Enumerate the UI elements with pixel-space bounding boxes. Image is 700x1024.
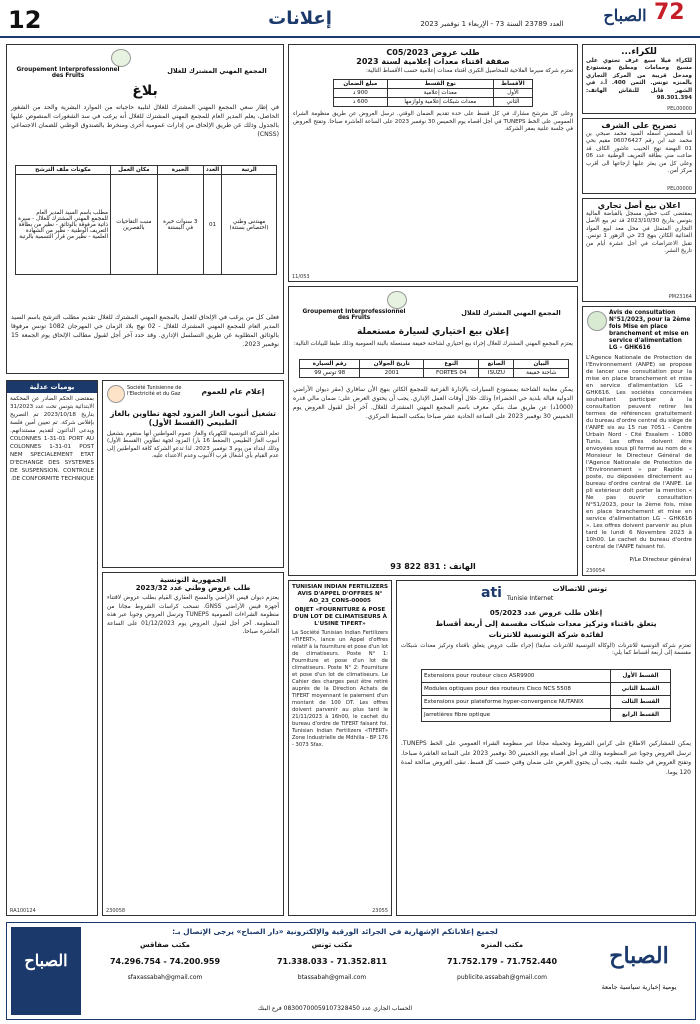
rent-ad [582, 44, 696, 114]
notice-header-cell: مكونات ملف الترشح [16, 166, 111, 175]
lot-description: Jarretières fibre optique [422, 709, 611, 722]
table-cell: شاحنة خفيفة [514, 369, 569, 378]
gipf-name: Groupement Interprofessionnel des Fruits [302, 309, 406, 321]
lot-description: Modules optiques pour des routeurs Cisco NCS 5508 [422, 683, 611, 696]
office-email: sfaxassabah@gmail.com [127, 974, 203, 981]
tender-intro: تعتزم شركة سيرما الفلاحية للمحاصيل الكبرى اقتناء معدات إعلامية حسب الأقساط التالية: [366, 68, 573, 74]
anpe-logo [587, 311, 607, 331]
car-header-cell: الصانع [479, 360, 514, 369]
table-row [422, 696, 671, 709]
footer-brand-right: الصباح [609, 943, 669, 969]
tifert-ad [288, 580, 392, 916]
office-title: مكتب المنزه [480, 941, 524, 949]
anpe-text: L'Agence Nationale de Protection de l'Environnement (ANPE) se propose de lancer une consultation pour la mise en place branchement et mise en service d'alimentation LG - GHK616. Les sociétés concernées souhaitant participer à la consultation peuvent retirer les termes de références gratuitement du bureau d'ordre central du siège de l'ANPE sis au 15 rue 7051 - Centre Urbain Nord - Cité Essalem - 1080 Tunis. Les offres doivent être envoyées sous pli fermé au nom de « Monsieur le Directeur Général de l'Agence Nationale de Protection de l'Environnement » par Rapide – poste, ou déposées directement au bureau d'ordre central de l'ANPE. Le pli extérieur doit porter la mention « Ne pas ouvrir consultation N°51/2023, pour la 2ème fois, mise en place branchement et mise en service d'alimentation LG – GHK616 ». Les offres doivent parvenir au plus tard le lundi 6 Novembre 2023 à 10h00. Le cachet du bureau d'ordre central de l'ANPE faisant foi. [586, 355, 692, 550]
lost-ref: PEL00000 [667, 186, 692, 192]
gipf-logo [111, 49, 131, 67]
steg-title: إعلام عام للعموم [201, 387, 265, 396]
anpe-ref: 230054 [586, 568, 606, 574]
notice-table [15, 165, 277, 275]
tender-ref: 11/053 [292, 274, 310, 280]
car-sale-ad [288, 286, 578, 576]
car-title: إعلان بيع اختياري لسيارة مستعملة [357, 327, 509, 337]
tifert-ref: 23055 [372, 908, 388, 914]
page-number: 12 [8, 6, 42, 34]
gipf-logo [387, 291, 407, 309]
car-phone: الهاتف : 831 822 93 [390, 562, 476, 571]
footer-office-menzah [419, 941, 585, 999]
footer-banner [6, 922, 696, 1020]
lot-name: القسط الثاني [611, 683, 671, 696]
table-cell: 04 FORTES [424, 369, 479, 378]
survey-tender-ad [102, 572, 284, 916]
lot-name: القسط الثالث [611, 696, 671, 709]
rent-text: للكراء فيلا سبع غرف تحتوي على مسبح وحمامات ومطبخ ومستودع ومدخل قريبة من المركز التجاري بالمنزه تونس. الثمن 400. أ.د في الشهر قابل للنقاش الهاتف: 98.301.394 [586, 58, 692, 102]
office-email: btassabah@gmail.com [297, 974, 367, 981]
table-row [422, 670, 671, 683]
onas-ref: 230058 [106, 908, 126, 914]
car-table [299, 359, 569, 378]
car-header-cell: النوع [424, 360, 479, 369]
steg-name: Société Tunisienne de l'Electricité et du Gaz [127, 385, 182, 397]
table-row [300, 369, 569, 378]
gipf-notice-name-ar: المجمع المهني المشترك للغلال [167, 67, 267, 75]
days-title: يوميات عدلية [7, 381, 97, 393]
gipf-notice-ad [6, 44, 284, 374]
office-phones: 71.752.179 - 71.752.440 [446, 957, 558, 966]
office-title: مكتب تونس [311, 941, 353, 949]
section-title: إعلانات [268, 8, 332, 29]
lost-text: أنا الممضي أسفله السيد محمد صبحي بن محمد عيد ابن رقم 06076427 مقيم بحي 01 النهضة نهج الحبيب عاشور الكاف قد ضاعت مني بطاقة التعريف الوطنية عدد 06 وعلى كل من يعثر عليها ارجاعها الى أقرب مركز أمن. [586, 131, 692, 175]
tender-title: طلب عروض 2023/C05 [386, 48, 480, 57]
table-row [334, 98, 533, 107]
table-cell: منبت التقاحيات بالقصرين [111, 175, 158, 275]
anpe-sign: P/Le Directeur général [629, 557, 691, 563]
table-cell: 01 [203, 175, 221, 275]
tt-brand-ar: تونس للاتصالات [552, 585, 607, 593]
tt-brand-fr: Tunisie Internet [507, 595, 554, 602]
tunisie-internet-ad [396, 580, 696, 916]
car-header-cell: تاريخ الجولان [360, 360, 424, 369]
notice-header-cell: مكان العمل [111, 166, 158, 175]
office-email: publicite.assabah@gmail.com [457, 974, 547, 981]
lot-name: القسط الأول [611, 670, 671, 683]
brand-number: 72 [654, 0, 685, 25]
tifert-subtitle: OBJET «FOURNITURE & POSE D'UN LOT DE CLIMATISEURS À L'USINE TIFERT» [293, 607, 387, 627]
tifert-title: TUNISIAN INDIAN FERTILIZERS AVIS D'APPEL D'OFFRES N° AO_23_CONS-00005 [291, 584, 389, 604]
office-title: مكتب صفاقس [139, 941, 191, 949]
notice-table-header [16, 166, 277, 175]
table-cell: 600 د [334, 98, 388, 107]
onas-text: يعتزم ديوان قيس الأراضي والمسح العقاري القيام بطلب عروض لاقتناء أجهزة قيس الأراضي GNSS. تسحب كراسات الشروط مجانا من منظومة الشراءات العمومية TUNEPS وترسل العروض وجوبا عبر هذه المنظومة. آخر أجل لقبول العروض يوم 01/12/2023 على الساعة العاشرة صباحا. [107, 595, 280, 635]
anpe-consultation-ad [582, 306, 696, 576]
tt-subtitle2: لفائدة شركة التونسية للانترنات [488, 630, 604, 639]
lost-title: تصريح على الشرف [601, 121, 677, 130]
issue-info: العدد 23789 السنة 73 - الإربعاء 1 نوفمبر 2023 [420, 20, 564, 28]
steg-text: تعلم الشركة التونسية للكهرباء والغاز عموم المواطنين أنها ستقوم بتشغيل أنبوب الغاز الطبيعي (الضغط 16 بار) المزود لجهة تطاوين (القسط الأول) وذلك ابتداء من يوم 3 نوفمبر 2023. لذا تدعو الشركة كافة المواطنين إلى عدم القيام بأي أشغال قرب الأنبوب وعدم الاعتداء عليه. [107, 431, 279, 460]
footer-bottom: الحساب الجاري عدد 08300700059107328450 فرع البنك [257, 1005, 413, 1012]
notice-title: بلاغ [132, 83, 158, 99]
table-cell: ISUZU [479, 369, 514, 378]
car-header-cell: البيان [514, 360, 569, 369]
table-cell: الثاني [493, 98, 532, 107]
car-table-header [300, 360, 569, 369]
commerce-text: بمقتضى كتب خطي مسجل بالقباضة المالية بتونس بتاريخ 2023/10/30 قد تم بيع الأصل التجاري المتمثل في محل معد لبيع المواد الغذائية الكائن بنهج 23 حي الزهور 1 تونس. تقبل الاعتراضات في أجل عشرة أيام من تاريخ النشر. [586, 211, 693, 255]
tender-text: وعلى كل مترشح مشارك في كل قسط على حدة تقديم الضمان الوقتي. ترسل العروض عن طريق منظومة الشراء العمومي على الخط TUNEPS في أجل أقصاه يوم الخميس 30 نوفمبر 2023 على الساعة العاشرة صباحا. وتفتح العروض في جلسة علنية بمقر الشركة. [293, 111, 573, 133]
onas-title: الجمهورية التونسية [159, 576, 227, 584]
notice-header-cell: الرتبة [222, 166, 277, 175]
car-intro: يعتزم المجمع المهني المشترك للغلال إجراء بيع اختياري لشاحنة خفيفة مستعملة بالبتة العمومية وذلك طبقا للبيانات التالية: [293, 341, 573, 347]
header-divider [0, 36, 700, 38]
tt-subtitle: يتعلق باقتناء وتركيز معدات شبكات مقسمة إلى أربعة أقساط [435, 619, 657, 628]
page-header [0, 0, 700, 38]
notice-header-cell: الخبرة [157, 166, 203, 175]
tt-logo [481, 585, 611, 605]
gipf-name-ar: المجمع المهني المشترك للغلال [461, 309, 561, 317]
days-ref: RA100124 [10, 908, 36, 914]
tender-table [333, 79, 533, 107]
tt-text: يمكن للمشاركين الاطلاع على كراس الشروط وتحميله مجانا عبر منظومة الشراء العمومي على الخط TUNEPS. ترسل العروض وجوبا عبر المنظومة وذلك في أجل أقصاه يوم الخميس 30 نوفمبر 2023 على الساعة العاشرة صباحا. وتفتح العروض في جلسة علنية. يجب أن يحتوي العرض على ضمان وقتي حسب كل قسط. تبقى العروض صالحة لمدة 120 يوما. [401, 740, 692, 776]
onas-subtitle: طلب عروض وطني عدد 2023/32 [135, 584, 251, 592]
anpe-title: Avis de consultation N°51/2023, pour la 2ème fois Mise en place branchement et mise en service d'alimentation LG – GHK616 [609, 310, 691, 351]
footer-office-tunis [247, 941, 417, 999]
notice-header-cell: العدد [203, 166, 221, 175]
lot-description: Extensions pour plateforme hyper-convergence NUTANIX [422, 696, 611, 709]
table-cell: مهندس وطني (اختصاص بستنة) [222, 175, 277, 275]
tender-header-cell: الأقساط [493, 80, 532, 89]
gipf-notice-name: Groupement Interprofessionnel des Fruits [16, 67, 120, 79]
table-cell: 98 تونس 99 [300, 369, 360, 378]
commerce-ref: PM23164 [668, 294, 692, 300]
tifert-text: La Société Tunisian Indian Fertilizers «TIFERT», lance un Appel d'offres relatif à la fourniture et pose d'un lot de climatiseurs. Poste N° 1: Fourniture et pose d'un lot de climatiseurs. Poste N° 2: Fourniture et pose d'un lot de climatiseurs. Le Cahier des charges peut être retiré auprès de la Direction Achats de TIFERT moyennant le paiement d'un montant de 100 DT. Les offres doivent parvenir au plus tard le 21/11/2023 à 16h00, le cachet du bureau d'ordre de TIFERT faisant foi. Tunisian Indian Fertilizers «TIFERT» Zone Industrielle de Mdhilla - BP 176 - 3073 Sfax. [292, 630, 388, 748]
rent-title: للكراء... [621, 47, 657, 57]
table-cell: مطلب باسم السيد المدير العام للمجمع المهني المشترك للغلال - سيرة ذاتية مرفوقة بالوثائق - نظير من بطاقة التعريف الوطنية - نظير من الشهادة العلمية - نظير من قرار التسمية بالرتبة [16, 175, 111, 275]
notice-text: في إطار سعي المجمع المهني المشترك للغلال لتلبية حاجياته من الموارد البشرية والحد من الشغور الحاصل، يعلم المدير العام للمجمع المهني المشترك للغلال أنه يرغب في سد الشغورات المنصوص عليها بالجدول وذلك عن طريق الإلحاق من إدارات عمومية أخرى ومنخرط بالصندوق الوطني للضمان الاجتماعي (CNSS) [11, 104, 279, 138]
tender-subtitle: صفقة اقتناء معدات إعلامية لسنة 2023 [356, 57, 510, 66]
table-cell: معدات شبكات إعلامية ولوازمها [387, 98, 493, 107]
tender-header-cell: مبلغ الضمان [334, 80, 388, 89]
court-notices-ad [6, 380, 98, 916]
commerce-sale-ad [582, 198, 696, 302]
footer-headline: لجميع إعلاناتكم الإشهارية في الجرائد الورقية والإلكترونية «دار الصباح» يرجى الإتصال بـ: [172, 927, 498, 936]
tt-title: إعلان طلب عروض عدد 05/2023 [489, 609, 603, 617]
tt-logo-mark: ati [481, 585, 502, 601]
table-cell: معدات إعلامية [387, 89, 493, 98]
footer-office-sfax [87, 941, 243, 999]
footer-tagline: يومية إخبارية سياسية جامعة [601, 983, 677, 991]
footer-logo-right [587, 927, 691, 1015]
rent-ref: PEL00000 [667, 106, 692, 112]
table-row [422, 683, 671, 696]
office-phones: 71.338.033 - 71.352.811 [276, 957, 388, 966]
table-row [16, 175, 277, 275]
steg-subtitle: تشغيل أنبوب الغاز المزود لجهة تطاوين بالغاز الطبيعي (القسط الأول) [110, 409, 276, 427]
tender-header-cell: نوع القسط [387, 80, 493, 89]
car-text: يمكن معاينة الشاحنة بمستودع السيارات بالإدارة الفرعية للمجمع الكائن بنهج الأن سافاري (مقر ديوان الأراضي الدولية قبالة بلدية حي الخضراء) وذلك خلال أوقات العمل الإداري. يجب أن يحتوي العرض على: ضمان مالي قدره (1000د) عن طريق صك بنكي معرف باسم المجمع المهني المشترك للغلال. آخر أجل لقبول العروض يوم الخميس 30 نوفمبر 2023 على الساعة الحادية عشر صباحا بمكتب الضبط المركزي. [293, 386, 573, 420]
tt-lots-table [421, 669, 671, 722]
tender-table-header [334, 80, 533, 89]
days-text: بمقتضى الحكم الصادر عن المحكمة الابتدائية بتونس تحت عدد 31/2023 بتاريخ 2023/10/18 تم التصريح بإفلاس شركة. تم تعيين أمين فلسة ويدعى الدائنون لتقديم مستنداتهم. COLONNES 1-31-01 PORT AU COLONNES 1-31-01 POST NEM SPECIALEMENT ETAT D'ECHANGE DES SYSTEMES DE SUSPENSION. CONTROLE DE CONFORMITE TECHNIQUE. [10, 396, 94, 482]
table-row [334, 89, 533, 98]
commerce-title: اعلان بيع أصل تجاري [597, 201, 681, 210]
footer-brand-left: الصباح [24, 951, 68, 970]
steg-ad [102, 380, 284, 568]
lost-id-ad [582, 118, 696, 194]
notice-footer: فعلى كل من يرغب في الإلحاق للعمل بالمجمع المهني المشترك للغلال تقديم مطلب الترشح باسم السيد المدير العام للمجمع المهني المشترك للغلال - 02 نهج بلاد الزمان حي المهرجان 1082 تونس مرفوقا بالوثائق المطلوبة عن طريق التسلسل الإداري. وقد حدد آخر أجل لقبول مطالب الإلحاق يوم الجمعة 15 نوفمبر 2023. [11, 314, 279, 348]
footer-logo-left [11, 927, 81, 1015]
masthead-logo [596, 2, 696, 36]
table-cell: 3 سنوات خبرة في البستنة [157, 175, 203, 275]
table-row [422, 709, 671, 722]
table-cell: الأول [493, 89, 532, 98]
brand-name: الصباح [603, 6, 647, 25]
table-cell: 900 د [334, 89, 388, 98]
car-header-cell: رقم السيارة [300, 360, 360, 369]
steg-logo [107, 385, 125, 403]
table-cell: 2001 [360, 369, 424, 378]
sirma-tender-ad [288, 44, 578, 282]
lot-name: القسط الرابع [611, 709, 671, 722]
tt-intro: تعتزم شركة التونسية للانترنات (الوكالة التونسية للانترنات سابقا) إجراء طلب عروض يتعلق باقتناء وتركيز معدات شبكات مقسمة إلى أربعة أقساط كما يلي: [401, 643, 691, 657]
office-phones: 74.296.754 - 74.200.959 [109, 957, 221, 966]
lot-description: Extensions pour routeur cisco ASR9900 [422, 670, 611, 683]
